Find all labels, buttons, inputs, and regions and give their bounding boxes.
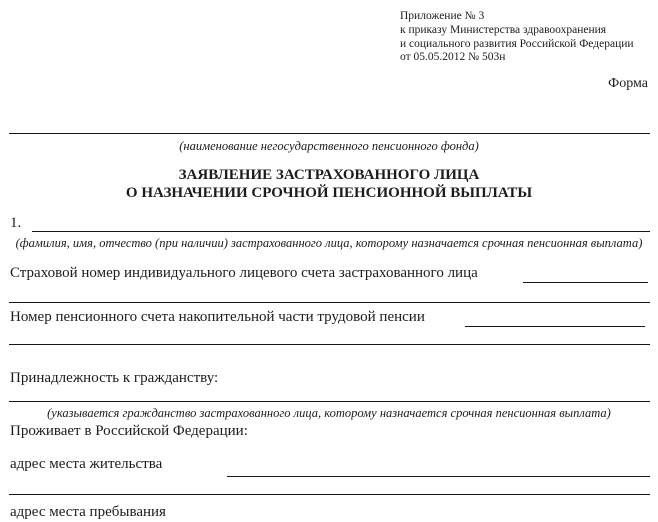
address-residence-label: адрес места жительства [10, 456, 163, 472]
form-title-line-1: ЗАЯВЛЕНИЕ ЗАСТРАХОВАННОГО ЛИЦА [178, 167, 480, 183]
annex-line: Приложение № 3 [400, 10, 485, 22]
pension-account-label: Номер пенсионного счета накопительной части трудовой пенсии [10, 309, 425, 325]
pension-account-field[interactable] [465, 313, 645, 327]
citizenship-caption: (указывается гражданство застрахованного лица, которому назначается срочная пенсионная выплата) [47, 406, 611, 420]
snils-field[interactable] [523, 269, 648, 283]
annex-block [400, 10, 634, 65]
form-label: Форма [608, 76, 648, 91]
form-title [0, 166, 658, 202]
address-residence-field[interactable] [227, 463, 650, 477]
annex-line: к приказу Министерства здравоохранения [400, 23, 607, 36]
form-title-line-2: О НАЗНАЧЕНИИ СРОЧНОЙ ПЕНСИОННОЙ ВЫПЛАТЫ [125, 185, 533, 201]
residence-label: Проживает в Российской Федерации: [10, 423, 248, 439]
snils-field-continuation[interactable] [9, 289, 650, 303]
citizenship-field[interactable] [9, 388, 650, 402]
address-residence-field-continuation[interactable] [9, 481, 650, 495]
annex-line: от 05.05.2012 № 503н [400, 51, 506, 64]
annex-line: и социального развития Российской Федерации [400, 37, 634, 50]
fio-caption: (фамилия, имя, отчество (при наличии) застрахованного лица, которому назначается срочная пенсионная выплата) [15, 236, 643, 250]
fio-field[interactable] [32, 218, 650, 232]
fund-name-caption: (наименование негосударственного пенсионного фонда) [179, 139, 479, 153]
fund-name-field[interactable] [9, 120, 650, 134]
citizenship-label: Принадлежность к гражданству: [10, 370, 219, 386]
pension-account-field-continuation[interactable] [9, 331, 650, 345]
snils-label: Страховой номер индивидуального лицевого счета застрахованного лица [10, 265, 478, 281]
item-1-number: 1. [10, 215, 22, 231]
address-stay-label: адрес места пребывания [10, 504, 166, 520]
